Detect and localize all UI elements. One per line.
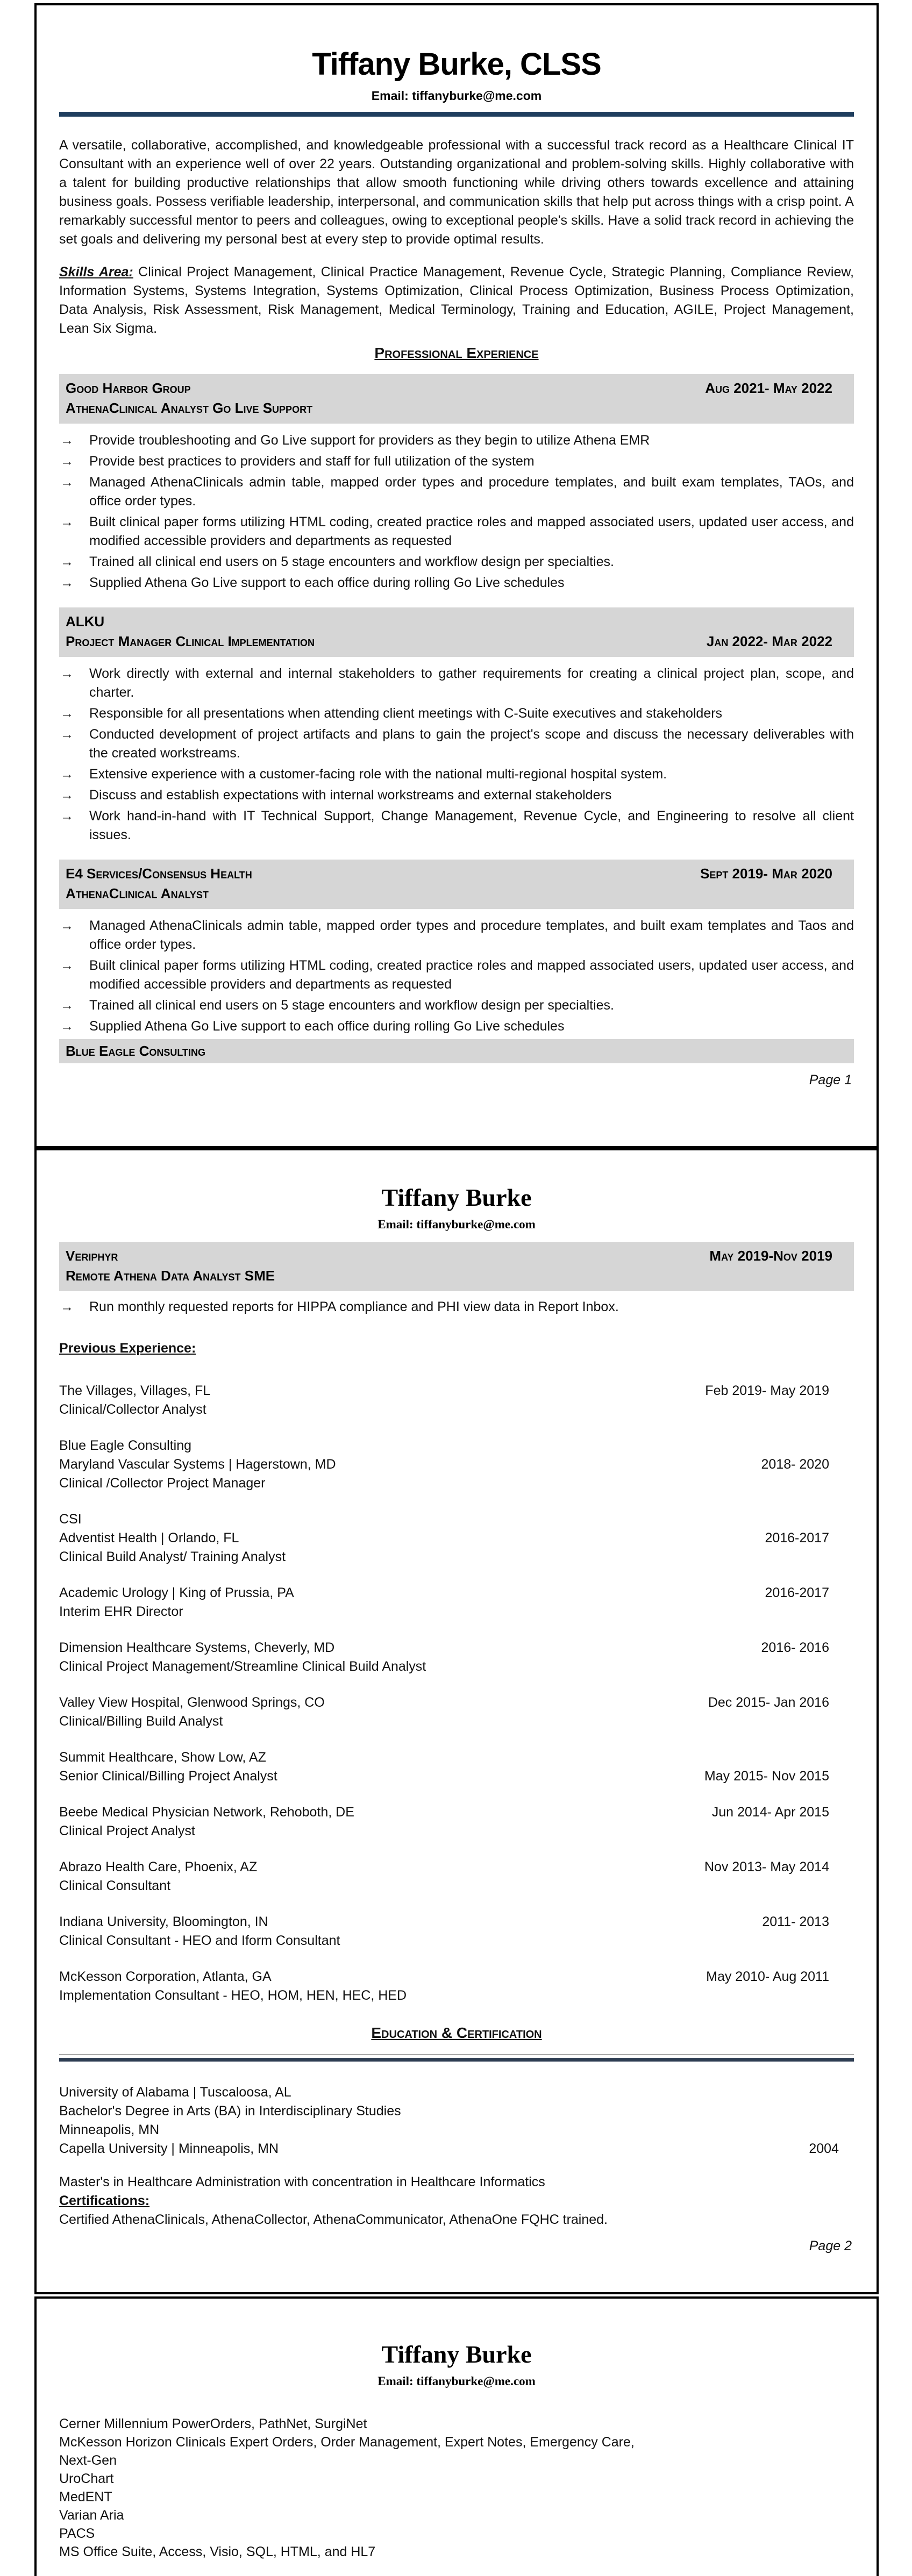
job-company-row: [66, 612, 832, 632]
entry-date: Dec 2015- Jan 2016: [708, 1695, 829, 1710]
job-role: AthenaClinical Analyst: [66, 885, 209, 902]
entry-date: 2016-2017: [765, 1530, 829, 1545]
bullet-item: → Discuss and establish expectations with internal workstreams and external stakeholders: [59, 786, 854, 805]
job-bullet-list: [59, 917, 854, 1036]
experience-entry: Indiana University, Bloomington, IN 2011- 2013 Clinical Consultant - HEO and Iform Consultant: [59, 1913, 854, 1950]
education-degree: Bachelor's Degree in Arts (BA) in Interdisciplinary Studies: [59, 2103, 401, 2119]
education-year: 2004: [809, 2141, 839, 2157]
skill-line: Varian Aria: [59, 2508, 124, 2523]
education-masters: Master's in Healthcare Administration with concentration in Healthcare Informatics: [59, 2174, 545, 2190]
skill-line: Next-Gen: [59, 2453, 117, 2468]
job-role-row: [66, 1266, 832, 1286]
arrow-bullet-icon: →: [60, 998, 74, 1013]
skills-area-label: Skills Area:: [59, 264, 133, 280]
arrow-bullet-icon: →: [60, 554, 74, 570]
bullet-item: → Managed AthenaClinicals admin table, mapped order types and procedure templates, and built exam templates and Taos and office order types.: [59, 917, 854, 954]
entry-date: Feb 2019- May 2019: [705, 1383, 829, 1398]
arrow-bullet-icon: →: [60, 666, 74, 682]
experience-entry: Abrazo Health Care, Phoenix, AZ Nov 2013- May 2014 Clinical Consultant: [59, 1858, 854, 1895]
arrow-bullet-icon: →: [60, 958, 74, 974]
page2-content: [37, 1184, 877, 2254]
job-header-veriphyr: [59, 1242, 854, 1291]
job-header-e4-services: [59, 860, 854, 909]
job-company-row: [66, 378, 832, 398]
company-name: Veriphyr: [66, 1248, 118, 1264]
company-name: Good Harbor Group: [66, 380, 191, 397]
previous-experience-heading: Previous Experience:: [59, 1341, 196, 1356]
certifications-text: Certified AthenaClinicals, AthenaCollector, AthenaCommunicator, AthenaOne FQHC trained.: [59, 2212, 608, 2228]
arrow-bullet-icon: →: [60, 727, 74, 742]
skills-area-text: Clinical Project Management, Clinical Practice Management, Revenue Cycle, Strategic Planning, Compliance Review, Information Systems, Systems Integration, Systems Optimization, Clinical Process Optimization, Business Process Optimization, Data Analysis, Risk Assessment, Risk Management, Medical Terminology, Training and Education, AGILE, Project Management, Lean Six Sigma.: [59, 264, 854, 336]
arrow-bullet-icon: →: [60, 1019, 74, 1034]
page-number: Page 1: [809, 1072, 852, 1088]
bullet-item: → Supplied Athena Go Live support to each office during rolling Go Live schedules: [59, 574, 854, 592]
bullet-item: → Work directly with external and internal stakeholders to gather requirements for creating a clinical project plan, scope, and charter.: [59, 664, 854, 702]
job-header-alku: [59, 607, 854, 657]
education-thin-rule: [59, 2054, 854, 2055]
job-dates: Jan 2022- Mar 2022: [706, 633, 832, 650]
bullet-item: → Trained all clinical end users on 5 stage encounters and workflow design per specialties.: [59, 996, 854, 1015]
experience-entry: The Villages, Villages, FL Feb 2019- May 2019 Clinical/Collector Analyst: [59, 1382, 854, 1419]
bullet-item: → Supplied Athena Go Live support to each office during rolling Go Live schedules: [59, 1017, 854, 1036]
education-block: [59, 2083, 854, 2158]
bullet-item: → Provide troubleshooting and Go Live support for providers as they begin to utilize Athena EMR: [59, 431, 854, 450]
page-title: Tiffany Burke, CLSS: [312, 47, 601, 82]
company-name: Blue Eagle Consulting: [66, 1043, 206, 1060]
skill-line: UroChart: [59, 2471, 114, 2486]
job-company-row: [66, 1246, 832, 1266]
previous-experience-list: [59, 1382, 854, 2005]
experience-entry: CSI Adventist Health | Orlando, FL 2016-2017 Clinical Build Analyst/ Training Analyst: [59, 1512, 829, 1564]
resume-page-3: [34, 2296, 879, 2576]
page1-content: [37, 47, 877, 1088]
job-role-row: [66, 884, 832, 904]
skill-line: MS Office Suite, Access, Visio, SQL, HTML, and HL7: [59, 2544, 376, 2559]
job-role-row: [66, 398, 832, 418]
experience-entry: Valley View Hospital, Glenwood Springs, CO Dec 2015- Jan 2016 Clinical/Billing Build Analyst: [59, 1693, 854, 1731]
bullet-item: → Managed AthenaClinicals admin table, mapped order types and procedure templates, and built exam templates, TAOs, and office order types.: [59, 473, 854, 511]
job-dates: Sept 2019- Mar 2020: [700, 865, 832, 882]
email-line: Email: tiffanyburke@me.com: [377, 2374, 536, 2388]
education-school: University of Alabama | Tuscaloosa, AL: [59, 2085, 291, 2100]
arrow-bullet-icon: →: [60, 918, 74, 934]
skill-line: Cerner Millennium PowerOrders, PathNet, SurgiNet: [59, 2416, 367, 2431]
arrow-bullet-icon: →: [60, 767, 74, 782]
page-number: Page 2: [809, 2238, 852, 2254]
email-line: Email: tiffanyburke@me.com: [371, 89, 542, 103]
entry-date: Nov 2013- May 2014: [704, 1859, 829, 1874]
experience-entry: McKesson Corporation, Atlanta, GA May 2010- Aug 2011 Implementation Consultant - HEO, HOM, HEN, HEC, HED: [59, 1967, 854, 2005]
job-role: Project Manager Clinical Implementation: [66, 633, 315, 650]
skill-line: PACS: [59, 2526, 95, 2541]
arrow-bullet-icon: →: [60, 575, 74, 591]
arrow-bullet-icon: →: [60, 454, 74, 469]
job-dates: May 2019-Nov 2019: [709, 1248, 832, 1264]
page-title: Tiffany Burke: [381, 1184, 532, 1211]
arrow-bullet-icon: →: [60, 706, 74, 721]
experience-entry: Beebe Medical Physician Network, Rehoboth, DE Jun 2014- Apr 2015 Clinical Project Analyst: [59, 1803, 854, 1841]
entry-date: Jun 2014- Apr 2015: [711, 1805, 829, 1820]
systems-skills-list: [59, 2415, 854, 2561]
arrow-bullet-icon: →: [60, 514, 74, 530]
resume-page-1: [34, 3, 879, 1148]
arrow-bullet-icon: →: [60, 808, 74, 824]
job-role-row: [66, 632, 832, 652]
company-name: ALKU: [66, 613, 105, 630]
header-divider-rule: [59, 112, 854, 117]
arrow-bullet-icon: →: [60, 433, 74, 448]
arrow-bullet-icon: →: [60, 788, 74, 803]
entry-date: 2018- 2020: [761, 1457, 829, 1472]
job-bullet-list: [59, 1298, 854, 1316]
bullet-item: → Extensive experience with a customer-facing role with the national multi-regional hospital system.: [59, 765, 854, 784]
education-school: Capella University | Minneapolis, MN: [59, 2141, 279, 2157]
entry-date: 2016-2017: [765, 1585, 829, 1600]
experience-entry: Blue Eagle Consulting Maryland Vascular Systems | Hagerstown, MD 2018- 2020 Clinical /Collector Project Manager: [59, 1438, 829, 1491]
page-title: Tiffany Burke: [381, 2341, 532, 2368]
bullet-item: → Provide best practices to providers and staff for full utilization of the system: [59, 452, 854, 471]
job-dates: Aug 2021- May 2022: [705, 380, 832, 397]
bullet-item: → Responsible for all presentations when attending client meetings with C-Suite executives and stakeholders: [59, 704, 854, 723]
resume-page-2: [34, 1148, 879, 2294]
skill-line: McKesson Horizon Clinicals Expert Orders, Order Management, Expert Notes, Emergency Care,: [59, 2435, 635, 2450]
experience-entry: Dimension Healthcare Systems, Cheverly, MD 2016- 2016 Clinical Project Management/Streamline Clinical Build Analyst: [59, 1638, 854, 1676]
job-header-good-harbor: [59, 374, 854, 424]
experience-entry: Summit Healthcare, Show Low, AZ Senior Clinical/Billing Project Analyst May 2015- Nov 2015: [59, 1748, 854, 1786]
company-name: E4 Services/Consensus Health: [66, 865, 252, 882]
entry-date: May 2015- Nov 2015: [704, 1769, 829, 1784]
summary-paragraph: A versatile, collaborative, accomplished, and knowledgeable professional with a successful track record as a Healthcare Clinical IT Consultant with an experience well of over 22 years. Outstanding organizational and problem-solving skills. Highly collaborative with a talent for building productive relationships that allow smooth functioning while driving others towards excellence and attaining business goals. Possess verifiable leadership, interpersonal, and communication skills that help put across things with a crisp point. A remarkably successful mentor to peers and colleagues, owing to exceptional people's skills. Have a solid track record in achieving the set goals and delivering my personal best at every step to provide optimal results.: [59, 138, 854, 247]
entry-date: 2016- 2016: [761, 1640, 829, 1655]
skill-line: MedENT: [59, 2489, 112, 2505]
entry-date: May 2010- Aug 2011: [706, 1969, 829, 1984]
job-header-blue-eagle: [59, 1039, 854, 1063]
job-company-row: [66, 1041, 832, 1061]
professional-experience-heading: Professional Experience: [374, 345, 539, 361]
job-bullet-list: [59, 431, 854, 592]
skills-area-paragraph: [59, 263, 854, 338]
bullet-item: → Run monthly requested reports for HIPPA compliance and PHI view data in Report Inbox.: [59, 1298, 854, 1316]
job-role: AthenaClinical Analyst Go Live Support: [66, 400, 313, 417]
education-certification-heading: Education & Certification: [371, 2024, 542, 2041]
job-company-row: [66, 864, 832, 884]
arrow-bullet-icon: →: [60, 1299, 74, 1314]
education-thick-rule: [59, 2058, 854, 2062]
experience-entry: Academic Urology | King of Prussia, PA 2016-2017 Interim EHR Director: [59, 1584, 854, 1621]
page3-content: [37, 2341, 877, 2561]
bullet-item: → Built clinical paper forms utilizing HTML coding, created practice roles and mapped associated users, updated user access, and modified accessible providers and departments as requested: [59, 513, 854, 550]
certifications-heading: Certifications:: [59, 2193, 150, 2209]
bullet-item: → Trained all clinical end users on 5 stage encounters and workflow design per specialties.: [59, 553, 854, 571]
email-line: Email: tiffanyburke@me.com: [377, 1218, 536, 1231]
job-role: Remote Athena Data Analyst SME: [66, 1268, 275, 1284]
bullet-item: → Work hand-in-hand with IT Technical Support, Change Management, Revenue Cycle, and Engineering to resolve all client issues.: [59, 807, 854, 845]
entry-date: 2011- 2013: [762, 1914, 829, 1929]
bullet-item: → Conducted development of project artifacts and plans to gain the project's scope and discuss the necessary deliverables with the created workstreams.: [59, 725, 854, 763]
bullet-item: → Built clinical paper forms utilizing HTML coding, created practice roles and mapped associated users, updated user access, and modified accessible providers and departments as requested: [59, 956, 854, 994]
arrow-bullet-icon: →: [60, 475, 74, 490]
education-city: Minneapolis, MN: [59, 2122, 160, 2138]
job-bullet-list: [59, 664, 854, 845]
